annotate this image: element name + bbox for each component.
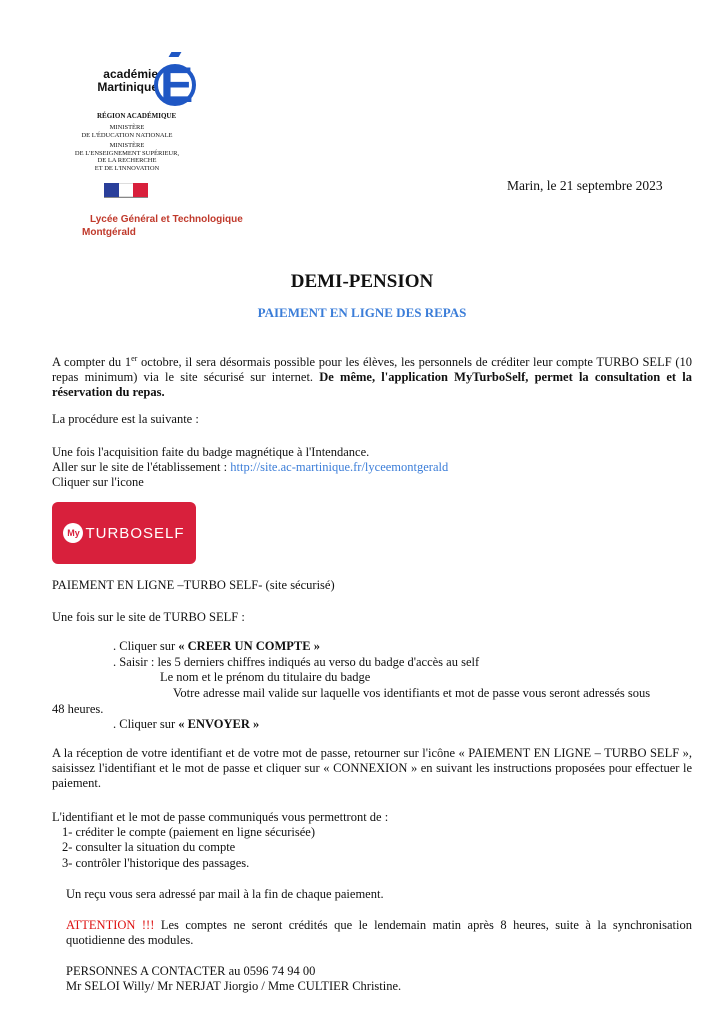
action-name: Le nom et le prénom du titulaire du badge [160,670,371,684]
action-1-bold: « CREER UN COMPTE » [178,639,320,653]
action-5-prefix: . Cliquer sur [113,717,179,731]
intro-text-b: octobre, il sera désormais possible pour les élèves, les personnels de créditer leur compte TURBO SELF (10 repas minimum) via le site sécurisé sur internet. [52,355,693,385]
turboself-label: TURBOSELF [85,524,185,542]
action-email: Votre adresse mail valide sur laquelle vos identifiants et mot de passe vous seront adressés sous [173,686,651,700]
my-badge-icon: My [63,523,83,543]
intro-text-a: A compter du 1 [52,355,132,370]
step-line-2 [52,460,692,475]
intro-sup: er [131,354,138,363]
paiement-line: PAIEMENT EN LIGNE –TURBO SELF- (site sécurisé) [52,578,335,592]
logo-text-martinique: Martinique [97,80,158,94]
academie-logo [96,52,206,112]
action-1-prefix: . Cliquer sur [113,639,179,653]
attention-text: Les comptes ne seront crédités que le lendemain matin après 8 heures, suite à la synchronisation quotidienne des modules. [66,918,692,947]
turboself-button[interactable] [52,502,196,564]
ministry-education: MINISTÈRE DE L'ÉDUCATION NATIONALE [81,124,173,139]
action-5-bold: « ENVOYER » [178,717,260,731]
intro-paragraph [52,351,692,400]
page-subtitle: PAIEMENT EN LIGNE DES REPAS [257,305,467,320]
logo-e-letter: E [160,57,194,113]
republic-flag-logo [104,183,148,204]
school-name-line2: Montgérald [82,227,136,238]
region-label: RÉGION ACADÉMIQUE [97,112,177,120]
action-send [113,717,693,732]
action-enter-digits: . Saisir : les 5 derniers chiffres indiqués au verso du badge d'accès au self [113,655,480,669]
attention-label: ATTENTION !!! [66,918,155,932]
page-title: DEMI-PENSION [290,271,434,292]
step-line-2-prefix: Aller sur le site de l'établissement : [52,460,231,474]
intro-bold: De même, l'application MyTurboSelf, permet la consultation et la réservation du repas. [52,370,693,400]
school-name [82,213,243,239]
document-date: Marin, le 21 septembre 2023 [507,178,663,193]
action-create-account [113,639,693,654]
step-line-1: Une fois l'acquisition faite du badge magnétique à l'Intendance. [52,445,370,459]
procedure-label: La procédure est la suivante : [52,412,199,426]
step-line-3: Cliquer sur l'icone [52,475,144,489]
allow-label: L'identifiant et le mot de passe communiqués vous permettront de : [52,810,389,824]
receipt-line: Un reçu vous sera adressé par mail à la fin de chaque paiement. [66,887,384,901]
school-name-line1: Lycée Général et Technologique [90,214,243,225]
school-site-link[interactable]: http://site.ac-martinique.fr/lyceemontgerald [230,460,449,474]
contact-line-1: PERSONNES A CONTACTER au 0596 74 94 00 [66,964,316,978]
allow-item-2: 2- consulter la situation du compte [62,840,236,854]
action-email-cont: 48 heures. [52,702,104,716]
reception-paragraph: A la réception de votre identifiant et de votre mot de passe, retourner sur l'icône « PAIEMENT EN LIGNE – TURBO SELF », saisissez l'identifiant et le mot de passe et cliquer sur « CONNEXION » en suivant les instructions proposées pour effectuer le paiement. [52,746,692,790]
allow-item-1: 1- créditer le compte (paiement en ligne sécurisée) [62,825,316,839]
attention-paragraph [66,918,692,948]
contact-line-2: Mr SELOI Willy/ Mr NERJAT Jiorgio / Mme CULTIER Christine. [66,979,402,993]
site-line: Une fois sur le site de TURBO SELF : [52,610,245,624]
allow-item-3: 3- contrôler l'historique des passages. [62,856,250,870]
logo-text-academie: académie [103,67,158,81]
ministry-higher-education: MINISTÈRE DE L'ENSEIGNEMENT SUPÉRIEUR, DE LA RECHERCHE ET DE L'INNOVATION [74,142,180,172]
